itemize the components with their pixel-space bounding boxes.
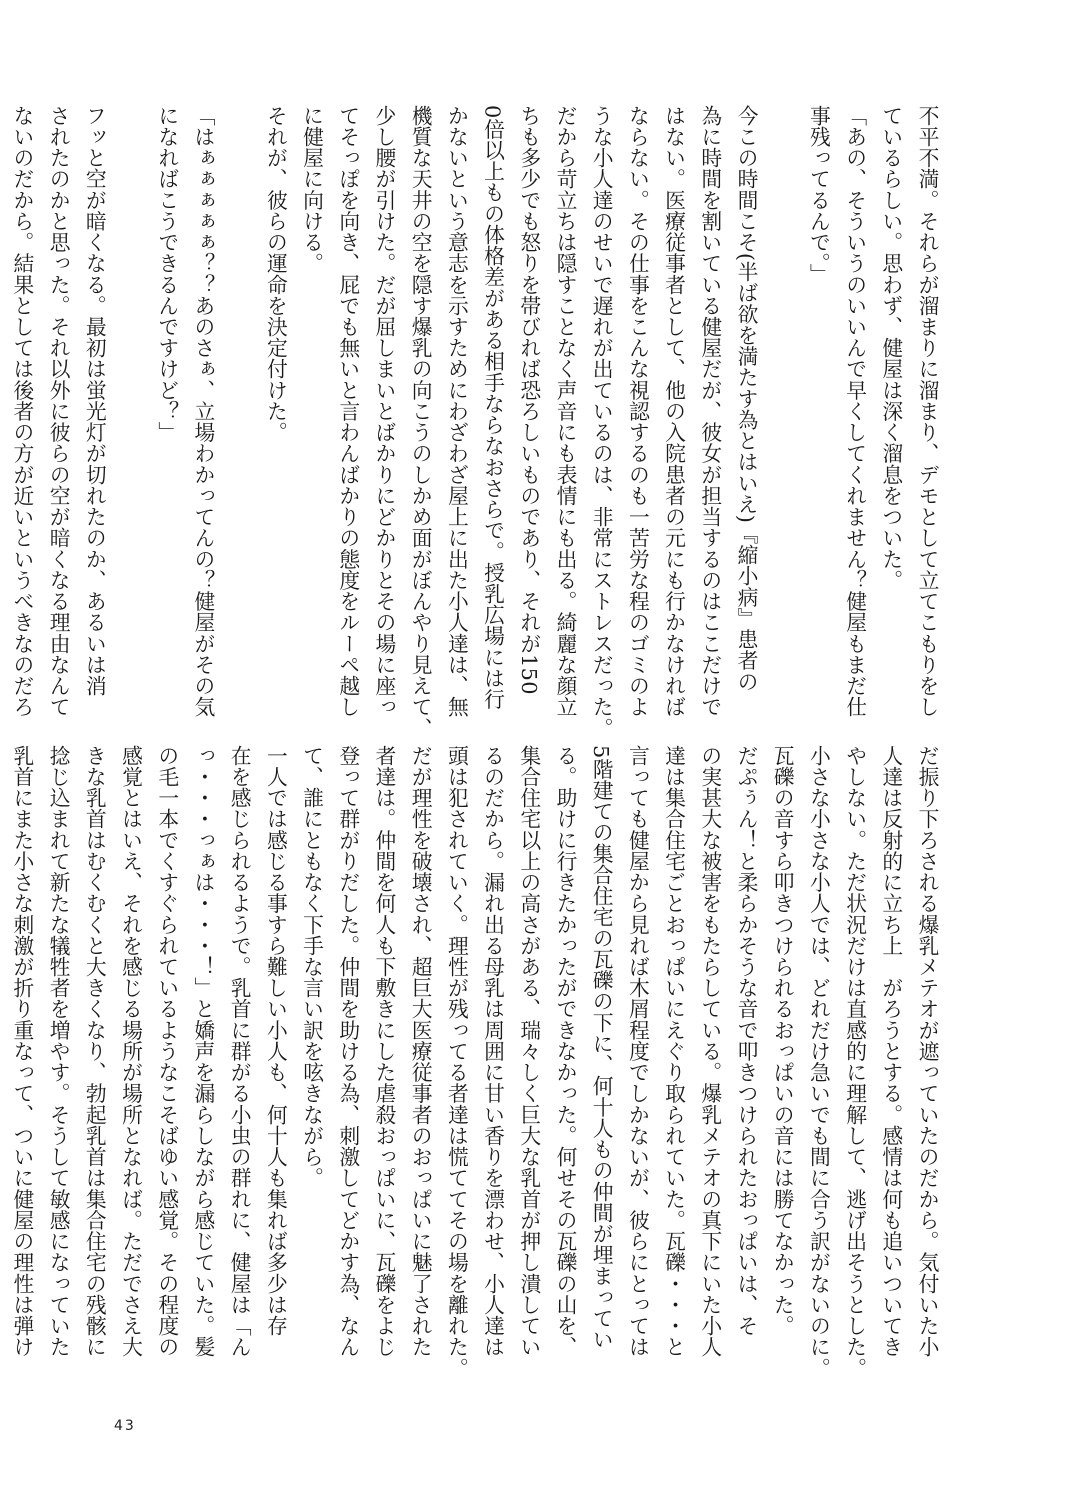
text-line: 不平不満。それらが溜まりに溜まり、デモとして立てこもりをし <box>915 105 939 718</box>
text-line <box>112 105 148 712</box>
text-line: に健屋に向ける。 <box>299 105 324 274</box>
text-line: 為に時間を割いている健屋だが、彼女が担当するのはここだけで <box>697 105 722 718</box>
text-line: 「はぁぁぁぁぁ？？あのさぁ、立場わかってんの？健屋がその気 <box>190 105 215 718</box>
text-line: っ・・・っぁは・・・！」と嬌声を漏らしながら感じていた。髪 <box>190 745 215 1358</box>
text-line: になればこうできるんですけど？」 <box>154 105 179 443</box>
text-line <box>0 745 4 1352</box>
text-line: ないのだから。結果としては後者の方が近いというべきなのだろ <box>9 105 34 718</box>
text-line: 乳首にまた小さな刺激が折り重なって、ついに健屋の理性は弾け <box>9 745 34 1358</box>
text-line: て、誰にともなく下手な言い訳を呟きながら。 <box>299 745 324 1189</box>
text-line: フッと空が暗くなる。最初は蛍光灯が切れたのか、あるいは消 <box>82 105 107 697</box>
text-line: だから苛立ちは隠すことなく声音にも表情にも出る。綺麗な顔立 <box>552 105 577 718</box>
text-line: はない。医療従事者として、他の入院患者の元にも行かなければ <box>661 105 686 718</box>
text-line: 事残ってるんで。」 <box>806 105 831 285</box>
text-line: 達は集合住宅ごとおっぱいにえぐり取られていた。瓦礫・・・と <box>661 745 686 1358</box>
text-line: ているらしい。思わず、健屋は深く溜息をついた。 <box>878 105 903 591</box>
text-line: るのだから。漏れ出る母乳は周囲に甘い香りを漂わせ、小人達は <box>480 745 505 1358</box>
text-line: 少し腰が引けた。だが屈しまいとばかりにどかりとその場に座っ <box>371 105 396 718</box>
text-line: 集合住宅以上の高さがある、瑞々しく巨大な乳首が押し潰してい <box>516 745 541 1358</box>
text-line <box>0 105 4 712</box>
text-line: の毛一本でくすぐられているようなこそばゆい感覚。その程度の <box>154 745 179 1358</box>
text-line: 瓦礫の音すら叩きつけられるおっぱいの音には勝てなかった。 <box>770 745 795 1337</box>
text-line: ちも多少でも怒りを帯びれば恐ろしいものであり、それが150 <box>516 105 541 695</box>
text-line: うな小人達のせいで遅れが出ているのは、非常にストレスだった。 <box>589 105 614 739</box>
text-line: きな乳首はむくむくと大きくなり、勃起乳首は集合住宅の残骸に <box>82 745 107 1358</box>
text-line: 小さな小さな小人では、どれだけ急いでも間に合う訳がないのに。 <box>806 745 831 1379</box>
text-line: かないという意志を示すためにわざわざ屋上に出た小人達は、無 <box>444 105 469 718</box>
text-line: 感覚とはいえ、それを感じる場所が場所となれば。ただでさえ大 <box>118 745 143 1358</box>
text-line: 0倍以上もの体格差がある相手ならなおさらで。授乳広場には行 <box>480 105 505 710</box>
text-line: 「あの、そういうのいいんで早くしてくれません？健屋もまだ仕 <box>842 105 867 718</box>
text-line: 一人では感じる事すら難しい小人も、何十人も集れば多少は存 <box>263 745 288 1337</box>
text-line: だぷぅん！と柔らかそうな音で叩きつけられたおっぱいは、そ <box>733 745 758 1337</box>
text-line: 登って群がりだした。仲間を助ける為、刺激してどかす為、なん <box>335 745 360 1358</box>
text-line: 頭は犯されていく。理性が残ってる者達は慌ててその場を離れた。 <box>444 745 469 1379</box>
text-line: 今この時間こそ(半ば欲を満たす為とはいえ)『縮小病』患者の <box>733 105 758 693</box>
text-line: 機質な天井の空を隠す爆乳の向こうのしかめ面がぼんやり見えて、 <box>408 105 433 739</box>
upper-text-block <box>9 105 945 739</box>
text-line: 5階建ての集合住宅の瓦礫の下に、何十人もの仲間が埋まってい <box>589 745 614 1350</box>
text-line: 在を感じられるようで。乳首に群がる小虫の群れに、健屋は「ん <box>227 745 252 1358</box>
text-line: それが、彼らの運命を決定付けた。 <box>263 105 288 443</box>
page-number: 43 <box>114 1418 136 1434</box>
text-line <box>221 105 257 712</box>
text-line: る。助けに行きたかったができなかった。何せその瓦礫の山を、 <box>552 745 577 1358</box>
text-line: だが理性を破壊され、超巨大医療従事者のおっぱいに魅了された <box>408 745 433 1358</box>
text-line: だ振り下ろされる爆乳メテオが遮っていたのだから。気付いた小 <box>915 745 939 1358</box>
text-line: の実甚大な被害をもたらしている。爆乳メテオの真下にいた小人 <box>697 745 722 1358</box>
lower-text-block <box>9 745 945 1379</box>
text-line: やしない。ただ状況だけは直感的に理解して、逃げ出そうとした。 <box>842 745 867 1379</box>
text-line: 言っても健屋から見れば木屑程度でしかないが、彼らにとっては <box>625 745 650 1358</box>
text-line <box>764 105 800 712</box>
text-line: 者達は。仲間を何人も下敷きにした虐殺おっぱいに、瓦礫をよじ <box>371 745 396 1358</box>
text-line: てそっぽを向き、屁でも無いと言わんばかりの態度をルーペ越し <box>335 105 360 718</box>
text-line: ならない。その仕事をこんな視認するのも一苦労な程のゴミのよ <box>625 105 650 718</box>
text-line: 捻じ込まれて新たな犠牲者を増やす。そうして敏感になっていた <box>46 745 71 1358</box>
text-line: されたのかと思った。それ以外に彼らの空が暗くなる理由なんて <box>46 105 71 718</box>
text-line: 人達は反射的に立ち上 がろうとする。感情は何も追いついてき <box>878 745 903 1358</box>
